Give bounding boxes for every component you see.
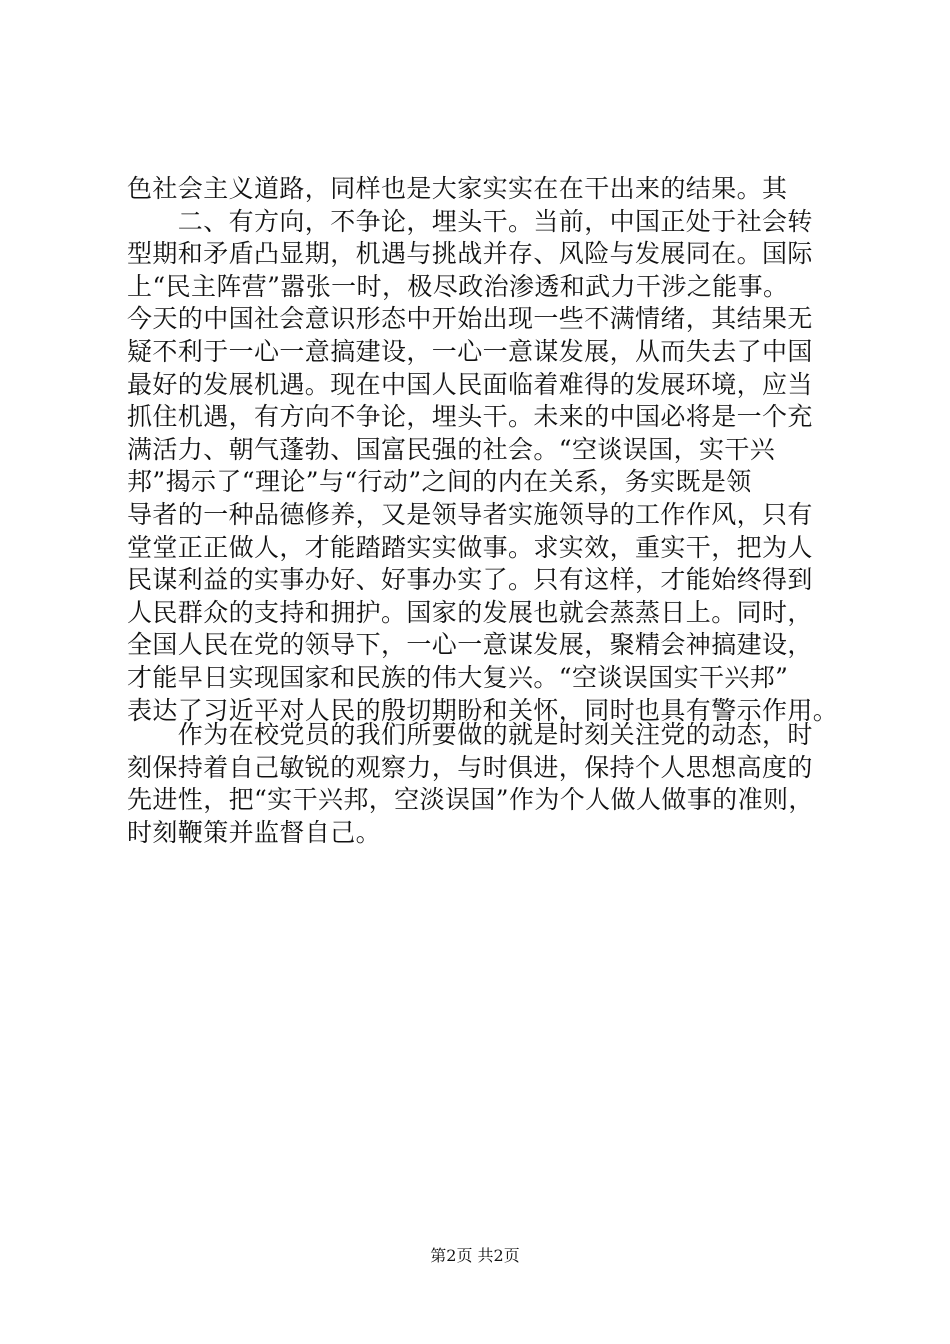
text-line: 满活力、朝气蓬勃、国富民强的社会。“空谈误国，实干兴 bbox=[127, 434, 776, 464]
text-line: 上“民主阵营”嚣张一时，极尽政治渗透和武力干涉之能事。 bbox=[127, 271, 789, 301]
body-text-section-2 bbox=[127, 719, 847, 849]
text-line: 最好的发展机遇。现在中国人民面临着难得的发展环境，应当 bbox=[127, 369, 813, 399]
text-line: 疑不利于一心一意搞建设，一心一意谋发展，从而失去了中国 bbox=[127, 336, 813, 366]
text-line: 时刻鞭策并监督自己。 bbox=[127, 817, 382, 847]
text-line: 人民群众的支持和拥护。国家的发展也就会蒸蒸日上。同时， bbox=[127, 597, 813, 627]
text-line: 抓住机遇，有方向不争论，埋头干。未来的中国必将是一个充 bbox=[127, 402, 813, 432]
text-line: 表达了习近平对人民的殷切期盼和关怀，同时也具有警示作用。 bbox=[127, 695, 839, 725]
text-line: 才能早日实现国家和民族的伟大复兴。“空谈误国实干兴邦” bbox=[127, 662, 789, 692]
text-line: 刻保持着自己敏锐的观察力，与时俱进，保持个人思想高度的 bbox=[127, 752, 813, 782]
text-line: 色社会主义道路，同样也是大家实实在在干出来的结果。其 bbox=[127, 174, 788, 203]
text-line: 今天的中国社会意识形态中开始出现一些不满情绪，其结果无 bbox=[127, 304, 813, 334]
text-line: 型期和矛盾凸显期，机遇与挑战并存、风险与发展同在。国际 bbox=[127, 239, 813, 269]
text-line: 全国人民在党的领导下，一心一意谋发展，聚精会神搞建设， bbox=[127, 630, 813, 660]
text-line: 邦”揭示了“理论”与“行动”之间的内在关系，务实既是领 bbox=[127, 467, 752, 497]
text-line: 堂堂正正做人，才能踏踏实实做事。求实效，重实干，把为人 bbox=[127, 532, 813, 562]
text-line: 民谋利益的实事办好、好事办实了。只有这样，才能始终得到 bbox=[127, 565, 813, 595]
body-text-section-1 bbox=[127, 173, 847, 727]
text-line: 导者的一种品德修养，又是领导者实施领导的工作作风，只有 bbox=[127, 499, 813, 529]
text-line: 先进性，把“实干兴邦，空淡误国”作为个人做人做事的准则， bbox=[127, 785, 814, 815]
text-line: 作为在校党员的我们所要做的就是时刻关注党的动态，时 bbox=[127, 720, 813, 749]
page-number-footer: 第2页 共2页 bbox=[430, 1246, 520, 1265]
text-line: 二、有方向，不争论，埋头干。当前，中国正处于社会转 bbox=[127, 206, 813, 236]
